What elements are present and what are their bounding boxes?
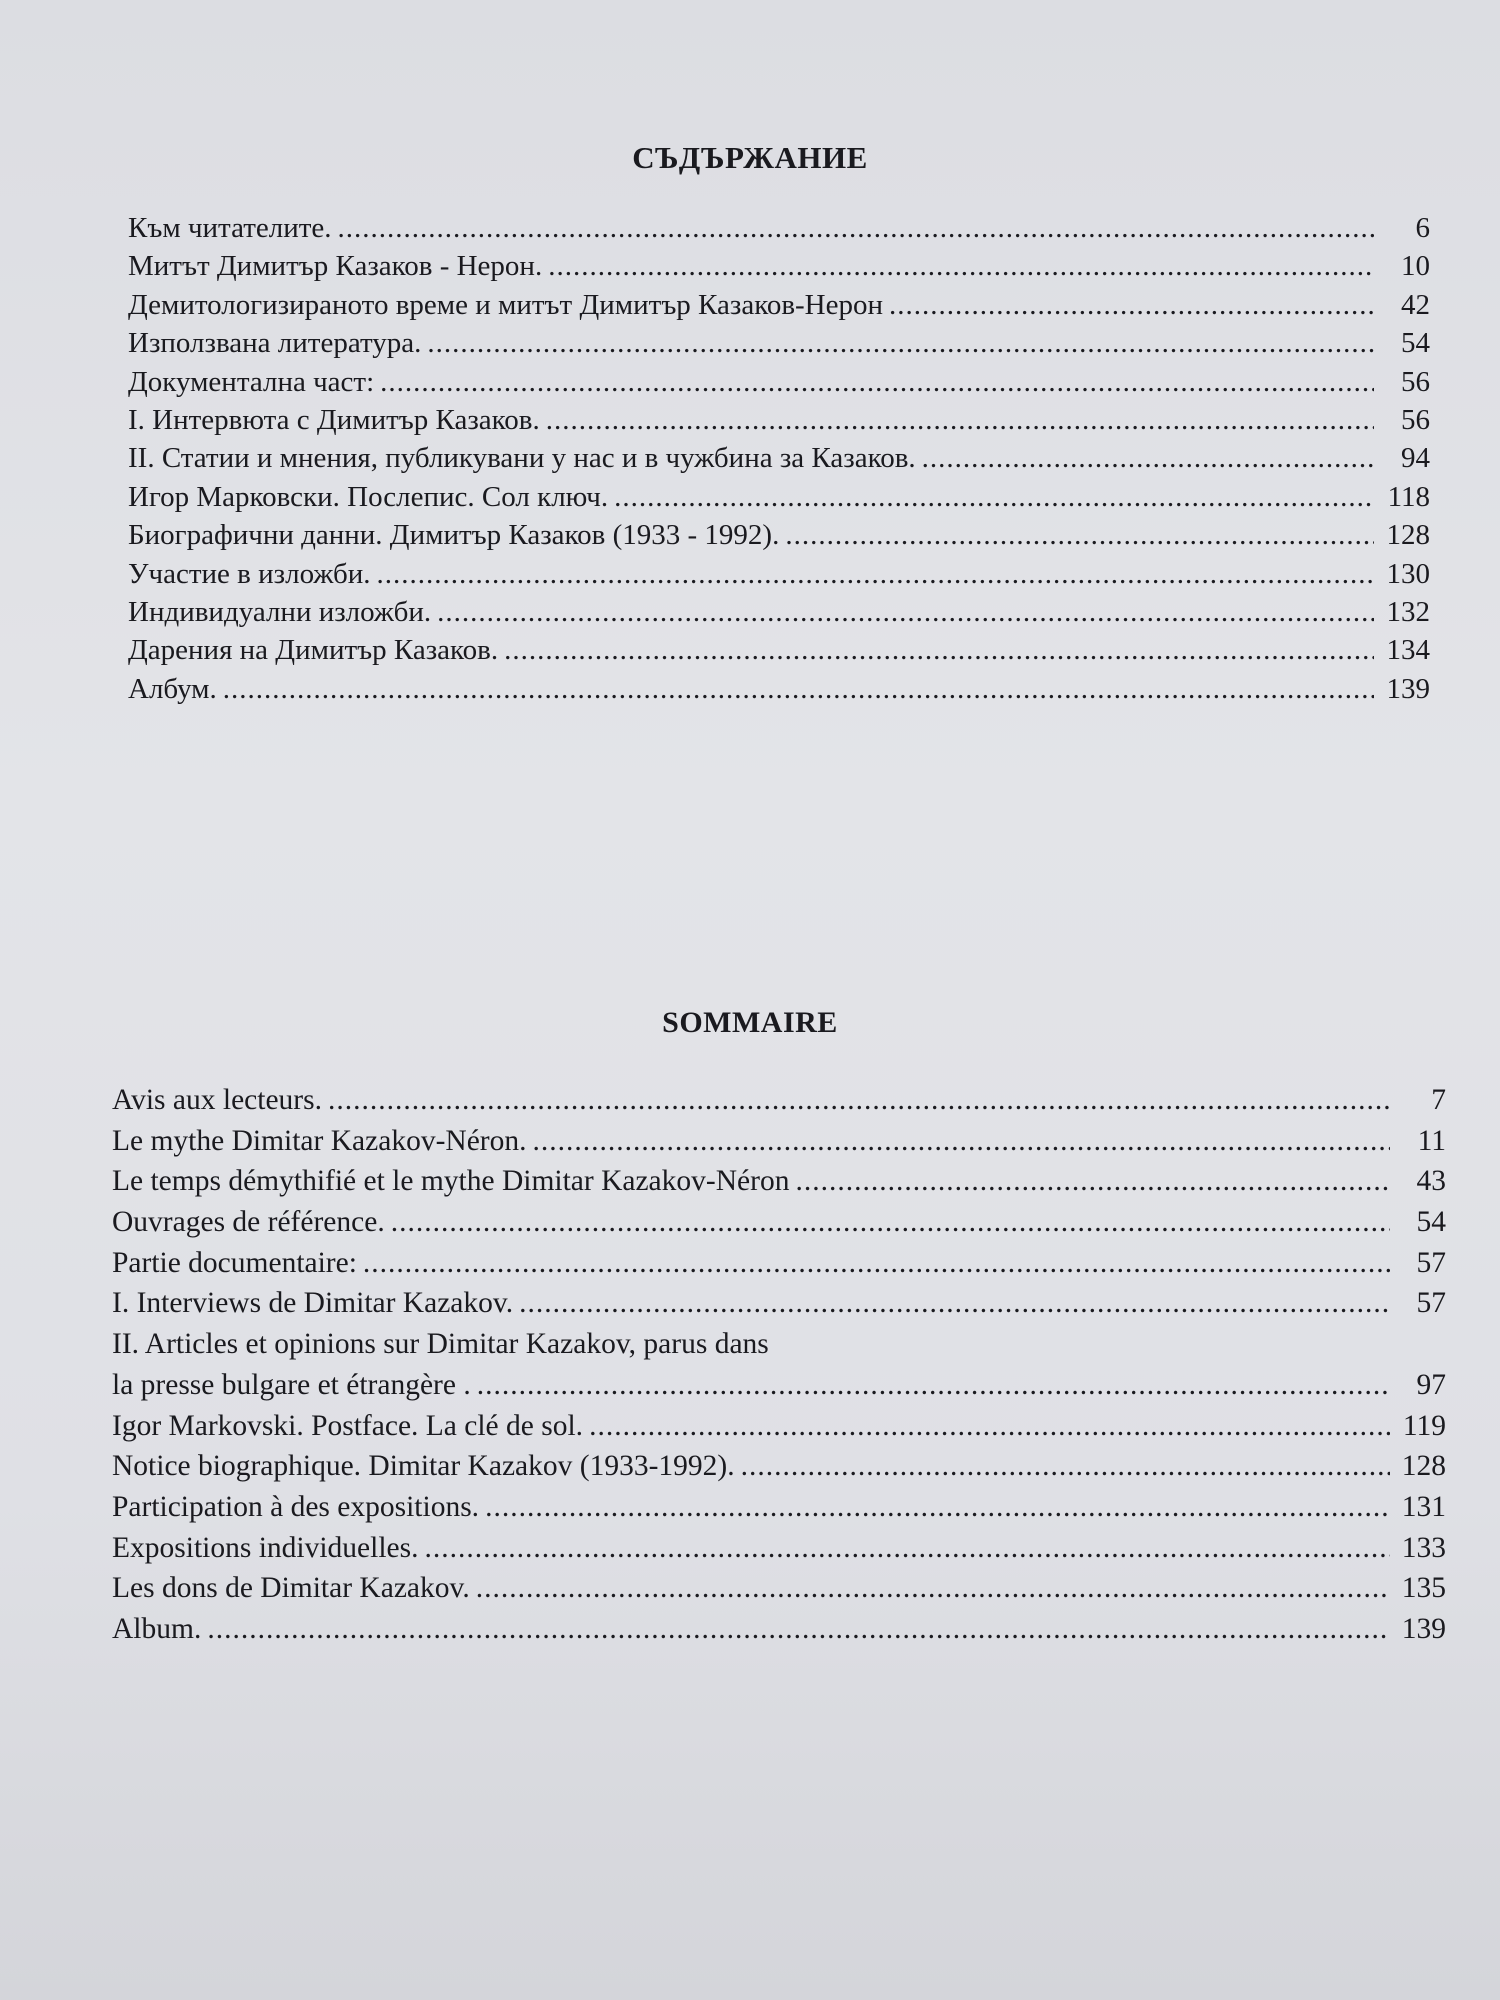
page-number: 118: [1387, 480, 1430, 513]
toc-entry: [128, 289, 1430, 327]
entry-label: Avis aux lecteurs.: [112, 1084, 322, 1116]
entry-label: Биографични данни. Димитър Казаков (1933 - 1992).: [128, 519, 780, 552]
toc-entry: [112, 1369, 1446, 1410]
toc-entry: [128, 212, 1430, 250]
leader-dots: [424, 1532, 1390, 1565]
leader-dots: [207, 1613, 1390, 1646]
toc-entry-continued: [112, 1328, 1446, 1369]
leader-dots: [437, 596, 1374, 629]
leader-dots: [785, 519, 1374, 552]
entry-label: Partie documentaire:: [112, 1246, 357, 1279]
entry-label: I. Интервюта с Димитър Казаков.: [128, 403, 540, 436]
toc-entry: [128, 327, 1430, 365]
page-number: 135: [1401, 1572, 1446, 1605]
toc-list-bulgarian: [128, 212, 1430, 711]
entry-label: Notice biographique. Dimitar Kazakov (1933-1992).: [112, 1450, 735, 1483]
page-number: 57: [1416, 1287, 1446, 1320]
leader-dots: [391, 1206, 1390, 1239]
toc-entry: [112, 1125, 1446, 1166]
toc-entry: [112, 1532, 1446, 1573]
toc-entry: [128, 673, 1430, 711]
page-number: 7: [1431, 1084, 1446, 1116]
leader-dots: [922, 442, 1374, 475]
leader-dots: [614, 481, 1374, 514]
toc-entry: [128, 442, 1430, 480]
leader-dots: [519, 1287, 1390, 1320]
toc-entry: [128, 596, 1430, 634]
leader-dots: [589, 1410, 1390, 1443]
leader-dots: [380, 366, 1374, 399]
page-number: 134: [1386, 634, 1430, 667]
toc-entry: [128, 481, 1430, 519]
toc-entry: [112, 1450, 1446, 1491]
page-number: 54: [1401, 327, 1430, 360]
leader-dots: [741, 1450, 1390, 1483]
entry-label: Митът Димитър Казаков - Нерон.: [128, 250, 543, 283]
toc-entry: [128, 519, 1430, 557]
leader-dots: [504, 634, 1374, 667]
page-number: 57: [1416, 1246, 1446, 1279]
toc-entry: [128, 404, 1430, 442]
toc-entry: [112, 1287, 1446, 1328]
entry-label: la presse bulgare et étrangère .: [112, 1368, 471, 1401]
entry-label: Използвана литература.: [128, 327, 422, 360]
page-number: 132: [1386, 595, 1430, 628]
entry-label: Игор Марковски. Послепис. Сол ключ.: [128, 480, 609, 513]
page-number: 133: [1401, 1531, 1446, 1564]
entry-label: Ouvrages de référence.: [112, 1206, 385, 1239]
entry-label: Expositions individuelles.: [112, 1531, 419, 1564]
entry-label: II. Статии и мнения, публикувани у нас и в чужбина за Казаков.: [128, 442, 916, 475]
leader-dots: [328, 1084, 1390, 1117]
leader-dots: [338, 212, 1374, 245]
page-number: 130: [1386, 557, 1430, 590]
toc-entry: [112, 1165, 1446, 1206]
entry-label: Les dons de Dimitar Kazakov.: [112, 1572, 470, 1605]
toc-entry: [112, 1410, 1446, 1451]
leader-dots: [548, 250, 1374, 283]
entry-label: Le temps démythifié et le mythe Dimitar Kazakov-Néron: [112, 1165, 790, 1198]
entry-label: I. Interviews de Dimitar Kazakov.: [112, 1287, 514, 1320]
leader-dots: [795, 1165, 1390, 1198]
toc-title-bulgarian: СЪДЪРЖАНИЕ: [632, 140, 868, 175]
page-number: 139: [1386, 672, 1430, 705]
entry-label: Дарения на Димитър Казаков.: [128, 634, 499, 667]
toc-entry: [112, 1206, 1446, 1247]
entry-label: Албум.: [128, 672, 217, 705]
toc-entry: [112, 1084, 1446, 1125]
leader-dots: [377, 558, 1374, 591]
page-number: 94: [1401, 442, 1430, 475]
entry-label: Igor Markovski. Postface. La clé de sol.: [112, 1409, 584, 1442]
page-number: 131: [1401, 1490, 1446, 1523]
page-number: 119: [1402, 1409, 1446, 1442]
entry-label: Документална част:: [128, 365, 375, 398]
page-number: 10: [1401, 250, 1430, 283]
page-number: 56: [1401, 365, 1430, 398]
leader-dots: [363, 1247, 1390, 1280]
page-number: 11: [1417, 1124, 1446, 1157]
toc-entry: [112, 1491, 1446, 1532]
page-number: 43: [1416, 1165, 1446, 1198]
leader-dots: [546, 404, 1374, 437]
leader-dots: [532, 1125, 1390, 1158]
toc-entry: [128, 366, 1430, 404]
entry-label: Демитологизираното време и митът Димитър Казаков-Нерон: [128, 288, 884, 321]
toc-entry: [128, 634, 1430, 672]
entry-label: Participation à des expositions.: [112, 1490, 480, 1523]
leader-dots: [427, 327, 1374, 360]
toc-title-french: SOMMAIRE: [662, 1006, 838, 1039]
toc-entry: [112, 1613, 1446, 1654]
entry-label: Към читателите.: [128, 212, 332, 244]
entry-label: Le mythe Dimitar Kazakov-Néron.: [112, 1124, 527, 1157]
toc-entry: [128, 558, 1430, 596]
toc-entry: [128, 250, 1430, 288]
leader-dots: [476, 1572, 1390, 1605]
page-number: 42: [1401, 288, 1430, 321]
page-number: 128: [1386, 519, 1430, 552]
page-number: 139: [1401, 1612, 1446, 1645]
page-number: 56: [1401, 403, 1430, 436]
toc-entry: [112, 1247, 1446, 1288]
page-number: 97: [1416, 1368, 1446, 1401]
page-number: 6: [1415, 212, 1430, 244]
page-number: 128: [1401, 1450, 1446, 1483]
entry-label: Album.: [112, 1612, 202, 1645]
entry-label: Индивидуални изложби.: [128, 595, 432, 628]
entry-label: II. Articles et opinions sur Dimitar Kazakov, parus dans: [112, 1328, 769, 1361]
leader-dots: [889, 289, 1374, 322]
leader-dots: [477, 1369, 1390, 1402]
leader-dots: [223, 673, 1374, 706]
page-number: 54: [1416, 1206, 1446, 1239]
toc-entry: [112, 1572, 1446, 1613]
toc-list-french: [112, 1084, 1446, 1654]
leader-dots: [485, 1491, 1390, 1524]
entry-label: Участие в изложби.: [128, 557, 371, 590]
